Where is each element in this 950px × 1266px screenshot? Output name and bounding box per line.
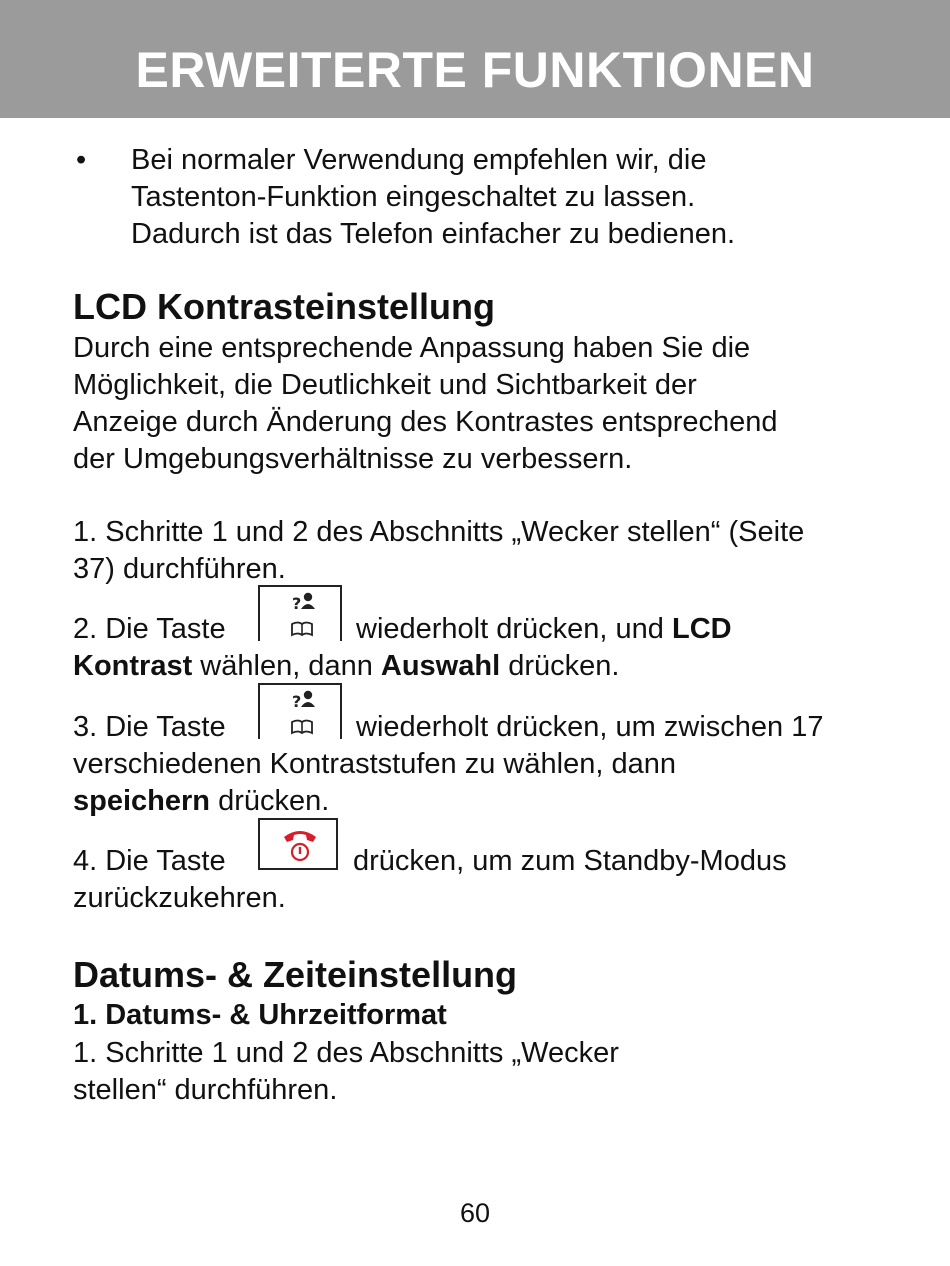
lcd-step-1-line: 37) durchführen. (73, 553, 286, 585)
datetime-step-1-line: 1. Schritte 1 und 2 des Abschnitts „Wecker (73, 1037, 619, 1069)
lcd-step-3-line-1: 3. Die Taste (73, 711, 226, 743)
lcd-step-3-after: wiederholt drücken, um zwischen 17 (356, 711, 824, 743)
bullet-marker: • (76, 144, 87, 176)
svg-text:?: ? (292, 594, 302, 613)
intro-line: Bei normaler Verwendung empfehlen wir, die (131, 144, 707, 176)
intro-line: Tastenton-Funktion eingeschaltet zu lassen. (131, 181, 696, 213)
menu-speichern: speichern (73, 785, 210, 817)
lcd-step-2-line-2: Kontrast wählen, dann Auswahl drücken. (73, 650, 620, 682)
datetime-heading: Datums- & Zeiteinstellung (73, 954, 518, 995)
page-number: 60 (459, 1198, 491, 1228)
phonebook-key-icon (258, 683, 342, 739)
lcd-heading: LCD Kontrasteinstellung (73, 286, 496, 327)
datetime-subheading: 1. Datums- & Uhrzeitformat (73, 999, 447, 1031)
menu-lcd: LCD (671, 613, 732, 645)
lcd-paragraph (73, 330, 778, 478)
lcd-step-1 (73, 514, 804, 588)
menu-kontrast: Kontrast (73, 650, 193, 682)
datetime-step-1 (73, 1035, 619, 1109)
end-call-key-icon (258, 818, 338, 870)
lcd-step-2-line-1 (73, 611, 226, 648)
lcd-step-4-after: drücken, um zum Standby-Modus (353, 845, 787, 877)
svg-text:?: ? (292, 692, 302, 711)
step-2-before: 2. Die Taste (73, 613, 226, 645)
lcd-paragraph-line: Durch eine entsprechende Anpassung haben Sie die (73, 332, 751, 364)
intro-line: Dadurch ist das Telefon einfacher zu bedienen. (131, 218, 736, 250)
lcd-step-4-line-2: zurückzukehren. (73, 882, 286, 914)
lcd-paragraph-line: der Umgebungsverhältnisse zu verbessern. (73, 443, 633, 475)
page-title: ERWEITERTE FUNKTIONEN (135, 42, 815, 98)
lcd-paragraph-line: Anzeige durch Änderung des Kontrastes entsprechend (73, 406, 778, 438)
lcd-paragraph-line: Möglichkeit, die Deutlichkeit und Sichtbarkeit der (73, 369, 697, 401)
intro-bullet-text (131, 142, 735, 253)
page-header (0, 0, 950, 118)
menu-auswahl: Auswahl (380, 650, 501, 682)
lcd-step-3-line-3: speichern drücken. (73, 785, 330, 817)
lcd-step-2-after: wiederholt drücken, und LCD (356, 613, 732, 645)
lcd-step-4-line-1: 4. Die Taste (73, 845, 226, 877)
lcd-step-3-line-2: verschiedenen Kontraststufen zu wählen, dann (73, 748, 676, 780)
phonebook-key-icon (258, 585, 342, 641)
lcd-step-1-line: 1. Schritte 1 und 2 des Abschnitts „Wecker stellen“ (Seite (73, 516, 805, 548)
datetime-step-1-line: stellen“ durchführen. (73, 1074, 338, 1106)
